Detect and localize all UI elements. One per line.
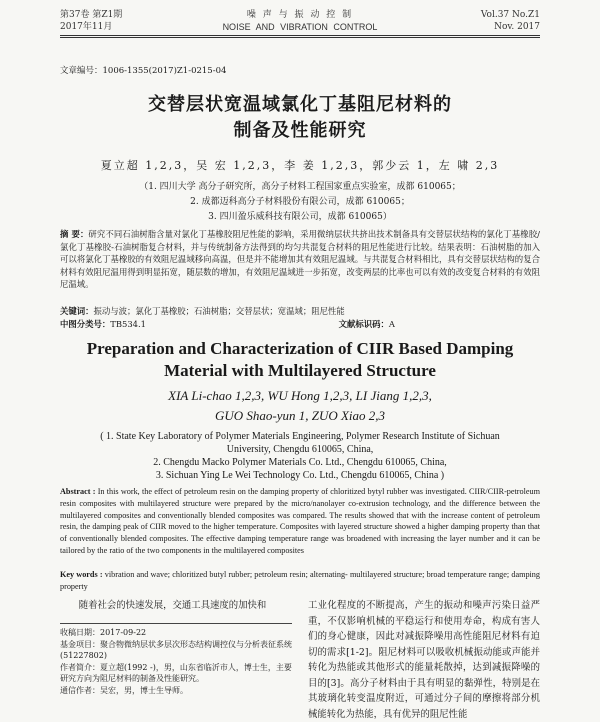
footnote-rule xyxy=(60,623,292,624)
en-keywords-text: vibration and wave; chloritized butyl rubber; petroleum resin; alternating- multilayered structure; broad temperature range; damping property xyxy=(60,570,540,591)
cn-abstract-text: 研究不同石油树脂含量对氯化丁基橡胶阻尼性能的影响，采用微纳层状共挤出技术制备具有交替层状结构的氯化丁基橡胶/氯化丁基橡胶-石油树脂复合材料，并与传统制备方法得到的均匀共混复合材料的阻尼性能进行比较。结果表明：石油树脂的加入可以将氯化丁基橡胶的有效阻尼温域移向高温，但是并不能增加其有效阻尼温域。与共混复合材料相比，具有交替层状结构的复合材料有效阻尼温用得到明显拓宽，随层数的增加，有效阻尼温域进一步拓宽，改变两层的比率也可以有效的改变复合材料的有效阻尼温域。 xyxy=(60,229,540,289)
cn-title-line2: 制备及性能研究 xyxy=(233,120,367,141)
article-number: 文章编号：1006-1355(2017)Z1-0215-04 xyxy=(60,66,227,76)
header-rule xyxy=(60,35,540,36)
en-affiliation-1: ( 1. State Key Laboratory of Polymer Materials Engineering, Polymer Research Institute of Sichuan xyxy=(100,431,500,442)
en-authors-line2: GUO Shao-yun 1, ZUO Xiao 2,3 xyxy=(214,408,386,423)
en-abstract-label: Abstract : xyxy=(60,487,96,496)
right-column-text: 工业化程度的不断提高，产生的振动和噪声污染日益严重，不仅影响机械的平稳运行和使用寿命，构成有害人们的身心健康，因此对减振降噪用高性能阻尼材料有迫切的需求[1-2]。阻尼材料可以吸收机械振动能或声能并转化为热能或其他形式的能量耗散掉，达到减振降噪的目的[3]。高分子材料由于具有明显的黏弹性，特别是在其玻璃化转变温度附近，可通过分子间的摩擦将部分机械能转化为热能，具有优异的阻尼性能 xyxy=(308,600,540,720)
volume-en: Vol.37 No.Z1 xyxy=(480,10,540,20)
en-affiliation-2: 2. Chengdu Macko Polymer Materials Co. Ltd., Chengdu 610065, China, xyxy=(153,457,447,468)
en-abstract xyxy=(60,486,540,557)
cn-affiliation-1: （1. 四川大学 高分子研究所，高分子材料工程国家重点实验室，成都 610065； xyxy=(139,182,461,192)
en-keywords-label: Key words : xyxy=(60,570,103,579)
cn-authors: 夏立超 1,2,3，吴 宏 1,2,3，李 姜 1,2,3，郭少云 1，左 啸 2,3 xyxy=(100,159,500,172)
cn-abstract-label: 摘 要： xyxy=(60,229,89,239)
cn-abstract xyxy=(60,228,540,291)
en-keywords xyxy=(60,569,540,593)
journal-name-en: NOISE AND VIBRATION CONTROL xyxy=(222,22,378,32)
doc-code-value: A xyxy=(388,319,395,329)
cn-classification xyxy=(60,318,540,331)
corresponding-author: 通信作者：吴宏，男，博士生导师。 xyxy=(60,685,188,695)
cn-keywords-label: 关键词： xyxy=(60,306,94,316)
received-date: 收稿日期：2017-09-22 xyxy=(60,628,147,637)
date-cn: 2017年11月 xyxy=(60,22,113,32)
cn-affiliation-3: 3. 四川盈乐威科技有限公司，成都 610065） xyxy=(208,212,392,222)
cn-keywords-text: 振动与波；氯化丁基橡胶；石油树脂；交替层状；宽温域；阻尼性能 xyxy=(93,306,345,316)
doc-code-label: 文献标识码： xyxy=(338,319,389,329)
en-title-line2: Material with Multilayered Structure xyxy=(164,361,436,380)
footnotes xyxy=(60,627,292,696)
journal-name-cn: 噪 声 与 振 动 控 制 xyxy=(246,10,354,20)
en-affiliation-1b: University, Chengdu 610065, China, xyxy=(226,444,374,455)
header-rule-2 xyxy=(60,37,540,38)
cn-affiliation-2: 2. 成都迈科高分子材料股份有限公司，成都 610065； xyxy=(190,197,410,207)
en-authors-line1: XIA Li-chao 1,2,3, WU Hong 1,2,3, LI Jiang 1,2,3, xyxy=(168,388,432,403)
volume-cn: 第37卷 第Z1期 xyxy=(60,10,123,20)
clc-label: 中图分类号： xyxy=(60,319,111,329)
cn-keywords xyxy=(60,305,540,318)
en-affiliation-3: 3. Sichuan Ying Le Wei Technology Co. Ltd., Chengdu 610065, China ) xyxy=(155,470,445,481)
en-title-line1: Preparation and Characterization of CIIR Based Damping xyxy=(86,339,514,358)
fund-project: 基金项目：聚合物微纳层状多层次形态结构调控仪与分析表征系统(51227802) xyxy=(60,639,292,660)
cn-title-line1: 交替层状宽温域氯化丁基阻尼材料的 xyxy=(148,94,452,115)
intro-paragraph: 随着社会的快速发展，交通工具速度的加快和 xyxy=(78,600,267,611)
en-abstract-text: In this work, the effect of petroleum resin on the damping property of chloritized bytyl rubber was investigated. CIIR/CIIR-petroleum resin composites with multilayered structure were prepared by the micro/nanolayer co-extrusion technology, and the difference between the multilayered composites and conventionally blended composites was compared. The results showed that with the increase content of petroleum resin, the damping peak of CIIR moved to the higher temperature. Composites with layered structure showed a higher damping property than that of conventionally blended composites. The effective damping temperature range was broadened with increasing the layer number and it can be tailored by the ratio of the two components in the multilayered composites xyxy=(60,487,540,555)
clc-value: TB534.1 xyxy=(110,319,146,329)
date-en: Nov. 2017 xyxy=(494,22,540,32)
author-bio: 作者简介：夏立超(1992 -)，男，山东省临沂市人，博士生，主要研究方向为阻尼材料的制备及性能研究。 xyxy=(60,662,292,683)
